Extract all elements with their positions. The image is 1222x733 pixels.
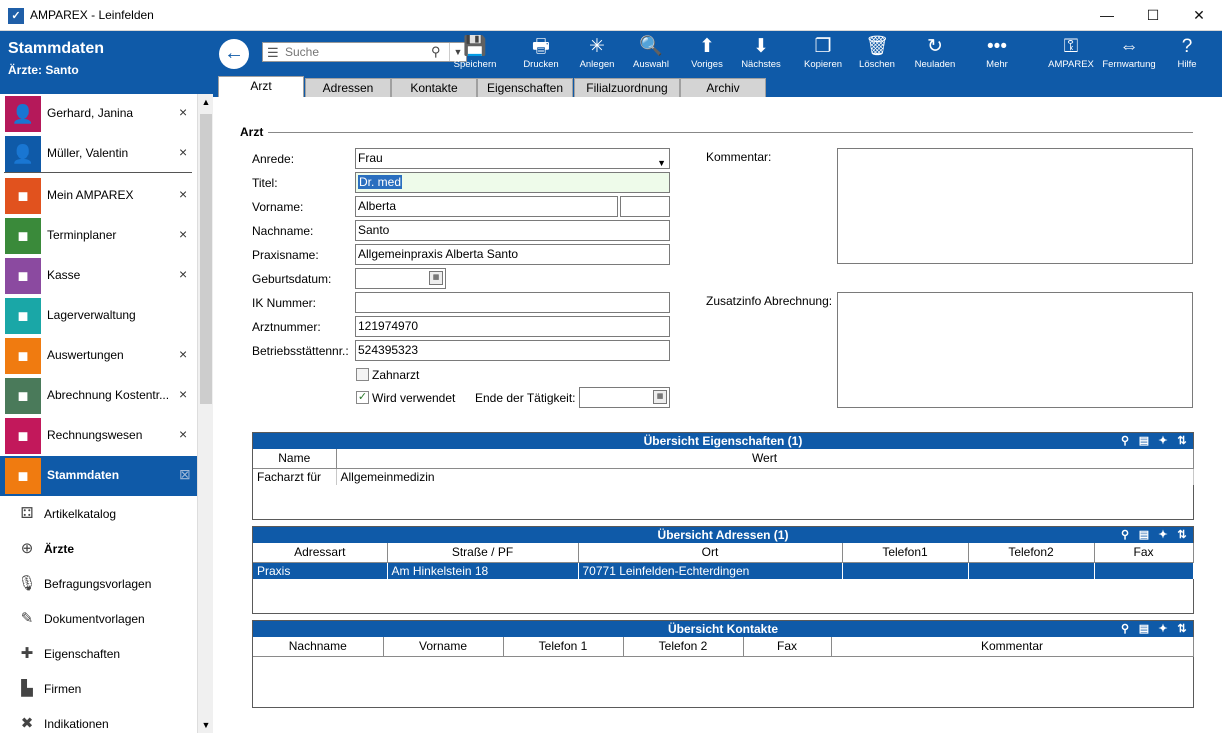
toolbar-button-label: Löschen [859, 59, 895, 70]
column-header[interactable]: Ort [578, 543, 842, 562]
column-header[interactable]: Fax [743, 637, 831, 656]
ende-taetigkeit-label: Ende der Tätigkeit: [475, 391, 576, 405]
column-header[interactable]: Telefon 1 [503, 637, 623, 656]
panel-title: Übersicht Eigenschaften (1) [643, 434, 803, 448]
stammdaten-item-0[interactable] [0, 496, 197, 531]
arztnummer-input[interactable]: 121974970 [355, 316, 670, 337]
section-title: Arzt [240, 125, 264, 139]
stammdaten-item-label: Artikelkatalog [44, 507, 117, 521]
pin-icon[interactable]: ✦ [1158, 623, 1168, 635]
speichern-button[interactable] [445, 35, 505, 75]
nav-item-label: Rechnungswesen [47, 428, 143, 442]
section-divider [268, 132, 1193, 133]
close-tab-icon[interactable]: × [179, 346, 188, 362]
nav-item-4[interactable] [0, 256, 197, 296]
cash-register-icon: ■ [5, 258, 41, 294]
search-icon[interactable]: ⚲ [1120, 623, 1130, 635]
fernwartung-button[interactable] [1099, 35, 1159, 75]
search-icon: 🔍 [639, 36, 663, 57]
medical-cross-icon: ⊕ [20, 540, 34, 557]
column-header[interactable]: Wert [336, 449, 1193, 468]
calendar-icon[interactable]: ▦ [653, 390, 667, 404]
column-header[interactable]: Adressart [253, 543, 387, 562]
table-cell [968, 562, 1094, 579]
close-tab-icon[interactable]: × [179, 144, 188, 160]
toolbar-button-label: Voriges [691, 59, 723, 70]
column-header[interactable]: Nachname [253, 637, 383, 656]
titel-input[interactable] [355, 172, 670, 193]
anrede-value: Frau [358, 151, 383, 165]
toolbar-button-label: Anlegen [579, 59, 615, 70]
panel-header [253, 527, 1193, 543]
arrow-up-icon: ⬆ [699, 36, 715, 57]
column-header[interactable]: Straße / PF [387, 543, 578, 562]
swap-icon[interactable]: ⇅ [1177, 529, 1187, 541]
microphone-icon: 🎙 [17, 575, 37, 592]
panel-header [253, 621, 1193, 637]
vorname-label: Vorname: [252, 200, 304, 214]
zahnarzt-label: Zahnarzt [372, 368, 420, 382]
anlegen-button[interactable] [567, 35, 627, 75]
amparex-button[interactable] [1041, 35, 1101, 75]
table-row[interactable] [253, 468, 1193, 485]
close-tab-icon[interactable]: × [179, 104, 188, 120]
column-header[interactable]: Telefon1 [842, 543, 968, 562]
nav-item-8[interactable] [0, 416, 197, 456]
nav-item-label: Gerhard, Janina [47, 106, 134, 120]
search-input[interactable] [285, 44, 425, 60]
save-icon: 💾 [463, 36, 487, 57]
search-icon[interactable]: ⚲ [1120, 529, 1130, 541]
panel-header [253, 433, 1193, 449]
maximize-button[interactable]: ☐ [1146, 7, 1160, 23]
toolbar-button-label: Kopieren [803, 59, 843, 70]
stammdaten-item-label: Dokumentvorlagen [44, 612, 145, 626]
toolbar-button-label: Hilfe [1177, 59, 1197, 70]
trash-icon: 🗑 [864, 36, 890, 57]
betriebsstaette-label: Betriebsstättennr.: [252, 344, 349, 358]
arrow-down-icon: ⬇ [753, 36, 769, 57]
ik-nummer-label: IK Nummer: [252, 296, 317, 310]
toolbar-button-label: Neuladen [914, 59, 956, 70]
close-tab-icon[interactable]: × [179, 426, 188, 442]
vorname-input[interactable]: Alberta [355, 196, 618, 217]
module-subtitle: Ärzte: Santo [8, 63, 79, 77]
navigation-scrollbar[interactable] [197, 94, 213, 733]
table-cell: Am Hinkelstein 18 [387, 562, 578, 579]
pin-icon[interactable]: ✦ [1158, 435, 1168, 447]
tab-eigenschaften[interactable]: Eigenschaften [477, 78, 573, 97]
pin-icon[interactable]: ✦ [1158, 529, 1168, 541]
nav-item-label: Lagerverwaltung [47, 308, 136, 322]
panel-title: Übersicht Kontakte [667, 622, 779, 636]
module-header [0, 31, 213, 94]
anrede-label: Anrede: [252, 152, 295, 166]
column-header[interactable]: Fax [1094, 543, 1193, 562]
stammdaten-item-label: Ärzte [44, 542, 75, 556]
titel-value: Dr. med [359, 175, 402, 189]
cart-icon: ■ [5, 298, 41, 334]
kontakte-table [253, 637, 1194, 657]
toolbar-button-label: AMPAREX [1048, 59, 1094, 70]
stammdaten-item-label: Indikationen [44, 717, 109, 731]
document-icon[interactable]: ▤ [1138, 529, 1150, 541]
eigenschaften-table [253, 449, 1194, 485]
betriebsstaette-input[interactable]: 524395323 [355, 340, 670, 361]
titel-label: Titel: [252, 176, 278, 190]
copy-icon: ❐ [814, 36, 832, 57]
pie-chart-icon: ■ [5, 338, 41, 374]
nav-item-label: Abrechnung Kostentr... [47, 388, 170, 402]
vorname-extra-input[interactable] [620, 196, 670, 217]
geburtsdatum-input[interactable] [355, 268, 446, 289]
tab-filialzuordnung[interactable]: Filialzuordnung [574, 78, 680, 97]
neuladen-button[interactable] [905, 35, 965, 75]
nav-item-0[interactable] [0, 94, 197, 134]
zusatzinfo-textarea[interactable] [837, 292, 1193, 408]
table-cell: Praxis [253, 562, 387, 579]
close-tab-icon[interactable]: × [179, 386, 188, 402]
nav-item-6[interactable] [0, 336, 197, 376]
stammdaten-item-4[interactable] [0, 636, 197, 671]
praxisname-input[interactable]: Allgemeinpraxis Alberta Santo [355, 244, 670, 265]
table-cell [1094, 562, 1193, 579]
scroll-thumb[interactable] [200, 114, 212, 404]
stammdaten-item-label: Firmen [44, 682, 82, 696]
factory-icon: ▙ [21, 680, 33, 697]
stammdaten-item-label: Eigenschaften [44, 647, 121, 661]
magnifier-icon[interactable]: ⚲ [431, 44, 441, 59]
stammdaten-item-1[interactable] [0, 531, 197, 566]
module-title: Stammdaten [8, 40, 105, 57]
eigenschaften-panel [252, 432, 1194, 520]
dropdown-arrow-icon: ▼ [657, 158, 666, 168]
calendar-icon[interactable]: ▦ [429, 271, 443, 285]
table-row[interactable] [253, 562, 1193, 579]
kopieren-button[interactable] [793, 35, 853, 75]
toolbar-button-label: Fernwartung [1102, 59, 1156, 70]
table-cell: Allgemeinmedizin [336, 468, 1193, 485]
stammdaten-item-6[interactable] [0, 706, 197, 733]
puzzle-icon: ✚ [20, 645, 34, 662]
close-tab-icon[interactable]: × [179, 226, 188, 242]
drucken-button[interactable] [511, 35, 571, 75]
scroll-down-icon[interactable]: ▼ [201, 720, 211, 730]
geburtsdatum-label: Geburtsdatum: [252, 272, 332, 286]
table-cell: Facharzt für [253, 468, 336, 485]
nav-item-1[interactable] [0, 134, 197, 174]
indication-icon: ✖ [20, 715, 34, 732]
tab-adressen[interactable]: Adressen [305, 78, 391, 97]
arzt-form [213, 97, 1222, 733]
close-tab-icon[interactable]: × [179, 186, 188, 202]
stammdaten-item-label: Befragungsvorlagen [44, 577, 152, 591]
close-button[interactable]: ✕ [1193, 7, 1205, 23]
new-icon: ✳ [589, 36, 605, 57]
window-title: AMPAREX - Leinfelden [30, 8, 154, 22]
nav-item-label: Müller, Valentin [47, 146, 129, 160]
nachname-label: Nachname: [252, 224, 314, 238]
column-header[interactable]: Vorname [383, 637, 503, 656]
zusatzinfo-label: Zusatzinfo Abrechnung: [706, 294, 833, 308]
column-header[interactable]: Kommentar [831, 637, 1193, 656]
hilfe-button[interactable] [1157, 35, 1217, 75]
help-icon: ? [1181, 36, 1193, 57]
mehr-button[interactable] [967, 35, 1027, 75]
n-chstes-button[interactable] [731, 35, 791, 75]
stammdaten-item-2[interactable] [0, 566, 197, 601]
tab-kontakte[interactable]: Kontakte [391, 78, 477, 97]
remote-icon: ⇔ [1119, 36, 1139, 57]
toolbar-button-label: Auswahl [633, 59, 669, 70]
toolbar-button-label: Mehr [986, 59, 1008, 70]
stammdaten-item-5[interactable] [0, 671, 197, 706]
stammdaten-item-3[interactable] [0, 601, 197, 636]
adressen-panel [252, 526, 1194, 614]
wird-verwendet-checkbox[interactable]: ✓ [357, 391, 368, 403]
search-box[interactable] [262, 42, 467, 62]
main-toolbar [213, 31, 1222, 76]
caduceus-icon: ■ [5, 378, 41, 414]
window-titlebar [0, 0, 1222, 31]
left-navigation [0, 31, 213, 733]
adressen-table [253, 543, 1194, 579]
scroll-up-icon[interactable]: ▲ [201, 97, 211, 107]
person-icon: 👤 [5, 96, 41, 132]
more-icon: ••• [987, 36, 1007, 57]
document-icon[interactable]: ▤ [1138, 623, 1150, 635]
calculator-icon: ■ [5, 418, 41, 454]
close-tab-icon[interactable]: ⊠ [179, 466, 191, 482]
ende-taetigkeit-input[interactable] [579, 387, 670, 408]
nav-item-9[interactable] [0, 456, 197, 496]
swap-icon[interactable]: ⇅ [1177, 435, 1187, 447]
close-tab-icon[interactable]: × [179, 266, 188, 282]
document-icon[interactable]: ▤ [1138, 435, 1150, 447]
column-header[interactable]: Telefon2 [968, 543, 1094, 562]
wird-verwendet-label: Wird verwendet [372, 391, 456, 405]
nav-item-label: Kasse [47, 268, 81, 282]
catalog-icon: ⚃ [20, 505, 34, 522]
kontakte-panel [252, 620, 1194, 708]
voriges-button[interactable] [677, 35, 737, 75]
back-button[interactable]: ← [219, 39, 249, 69]
minimize-button[interactable]: — [1100, 7, 1114, 23]
tab-arzt[interactable]: Arzt [218, 76, 304, 97]
list-icon: ☰ [267, 45, 279, 60]
nav-item-3[interactable] [0, 216, 197, 256]
swap-icon[interactable]: ⇅ [1177, 623, 1187, 635]
column-header[interactable]: Name [253, 449, 336, 468]
amparex-app-icon: ✓ [8, 8, 24, 24]
clipboard-check-icon: ■ [5, 178, 41, 214]
toolbar-button-label: Speichern [453, 59, 497, 70]
toolbar-button-label: Nächstes [741, 59, 781, 70]
search-dropdown-icon[interactable]: ▼ [449, 43, 466, 61]
kommentar-textarea[interactable] [837, 148, 1193, 264]
tab-archiv[interactable]: Archiv [680, 78, 766, 97]
zahnarzt-checkbox[interactable] [356, 368, 369, 381]
person-icon: 👤 [5, 136, 41, 172]
l-schen-button[interactable] [847, 35, 907, 75]
nav-item-7[interactable] [0, 376, 197, 416]
navigation-list [0, 94, 197, 733]
kommentar-label: Kommentar: [706, 150, 772, 164]
reload-icon: ↻ [927, 36, 943, 57]
nav-divider [4, 172, 192, 173]
nav-item-label: Stammdaten [47, 468, 120, 482]
nav-item-5[interactable] [0, 296, 197, 336]
print-icon: 🖶 [532, 36, 550, 57]
document-edit-icon: ✎ [20, 610, 34, 627]
anrede-select[interactable] [355, 148, 670, 169]
nav-item-2[interactable] [0, 176, 197, 216]
binders-icon: ■ [5, 458, 41, 494]
auswahl-button[interactable] [621, 35, 681, 75]
calendar-icon: ■ [5, 218, 41, 254]
search-icon[interactable]: ⚲ [1120, 435, 1130, 447]
panel-title: Übersicht Adressen (1) [657, 528, 789, 542]
ik-nummer-input[interactable] [355, 292, 670, 313]
table-cell: 70771 Leinfelden-Echterdingen [578, 562, 842, 579]
detail-tabs [213, 76, 1222, 97]
column-header[interactable]: Telefon 2 [623, 637, 743, 656]
nav-item-label: Mein AMPAREX [47, 188, 134, 202]
key-icon: ⚿ [1063, 36, 1079, 57]
toolbar-button-label: Drucken [523, 59, 559, 70]
arztnummer-label: Arztnummer: [252, 320, 321, 334]
table-cell [842, 562, 968, 579]
nav-item-label: Auswertungen [47, 348, 124, 362]
praxisname-label: Praxisname: [252, 248, 319, 262]
nav-item-label: Terminplaner [47, 228, 117, 242]
nachname-input[interactable]: Santo [355, 220, 670, 241]
